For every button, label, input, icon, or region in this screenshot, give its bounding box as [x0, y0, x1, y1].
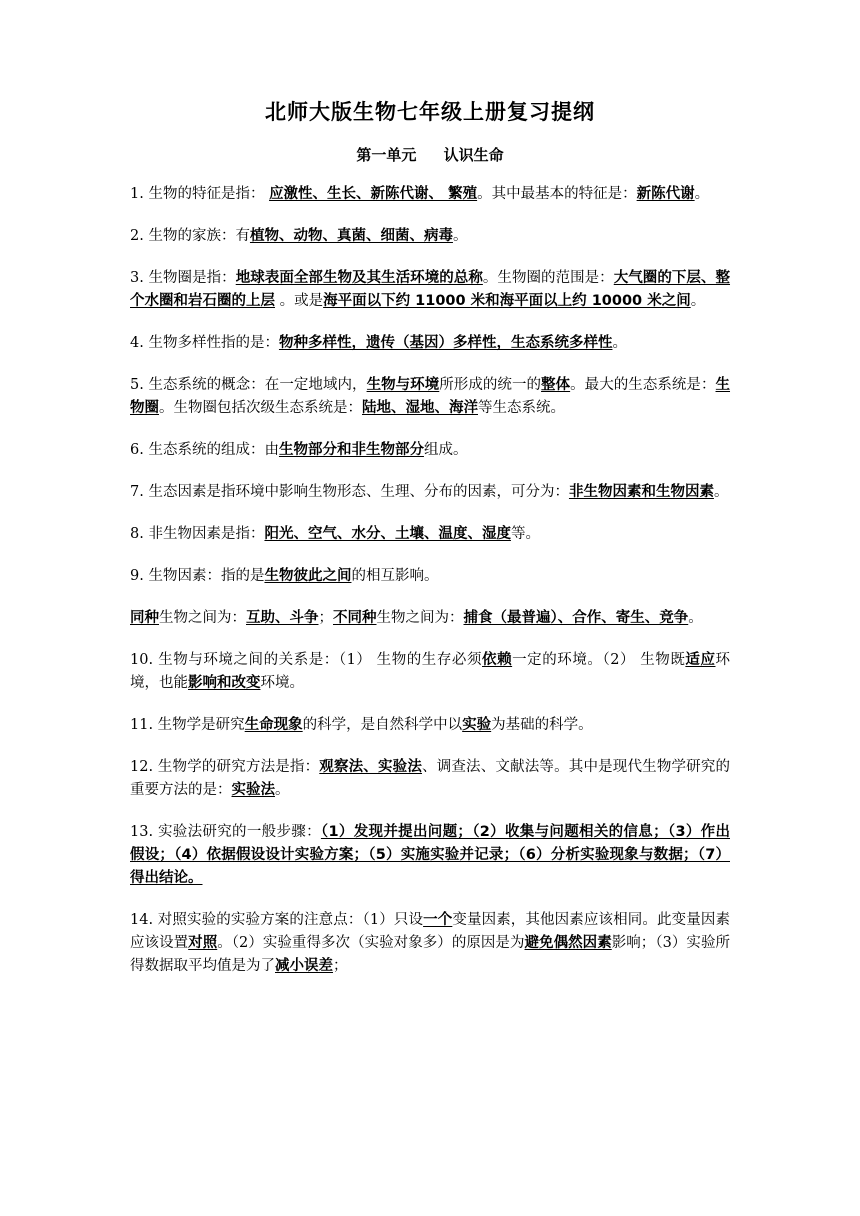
- item-text: 。（2）实验重得多次（实验对象多）的原因是为: [217, 935, 525, 951]
- item-text: 、调查法、文献法等。其中是现代生物学研究的重要方法的是：: [130, 759, 731, 798]
- key-term: 互助、斗争: [246, 610, 319, 626]
- key-term: 应激性、生长、新陈代谢、 繁殖: [269, 186, 478, 202]
- outline-item: [130, 523, 730, 546]
- key-term: 影响和改变: [188, 675, 261, 691]
- key-term: 对照: [188, 935, 218, 951]
- outline-item: [130, 649, 730, 695]
- item-text: ；: [318, 610, 333, 626]
- key-term: （1）发现并提出问题；（2）收集与问题相关的信息；（3）作出假设；（4）依据假设设计实验方案；（5）实施实验并记录；（6）分析实验现象与数据；（7）得出结论。: [130, 824, 730, 886]
- item-text: 的相互影响。: [351, 568, 439, 584]
- item-text: 等。: [510, 526, 540, 542]
- key-term: 一个: [423, 912, 453, 928]
- key-term: 生物部分和非生物部分: [278, 442, 424, 458]
- outline-list: [130, 183, 730, 978]
- key-term: 生物圈: [130, 377, 731, 416]
- key-term: 陆地、湿地、海洋: [362, 400, 478, 416]
- outline-item: [130, 756, 730, 802]
- item-text: 为基础的科学。: [491, 717, 593, 733]
- outline-item: [130, 225, 730, 248]
- key-term: 实验法: [231, 782, 275, 798]
- outline-item: [130, 909, 730, 978]
- outline-item: [130, 714, 730, 737]
- key-term: 新陈代谢: [636, 186, 695, 202]
- key-term: 生物彼此之间: [264, 568, 352, 584]
- item-text: 的科学，是自然科学中以: [302, 717, 463, 733]
- key-term: 大气圈的下层、整个水圈和岩石圈的上层: [130, 270, 731, 309]
- item-text: 环境。: [260, 675, 304, 691]
- outline-item: [130, 439, 730, 462]
- outline-item: [130, 183, 730, 206]
- key-term: 不同种: [333, 610, 377, 626]
- item-text: 1. 生物的特征是指：: [130, 186, 270, 202]
- document-page: [130, 96, 730, 997]
- key-term: 观察法、实验法: [319, 759, 423, 775]
- outline-item: [130, 607, 730, 630]
- key-term: 物种多样性，遗传（基因）多样性，生态系统多样性: [278, 335, 613, 351]
- outline-item: [130, 374, 730, 420]
- item-text: 12. 生物学的研究方法是指：: [130, 759, 320, 775]
- item-text: 所形成的统一的: [439, 377, 542, 393]
- key-term: 整体: [541, 377, 571, 393]
- outline-item: [130, 481, 730, 504]
- item-text: 14. 对照实验的实验方案的注意点：（1）只设: [130, 912, 424, 928]
- key-term: 实验: [462, 717, 492, 733]
- item-text: 。其中最基本的特征是：: [477, 186, 637, 202]
- key-term: 适应: [685, 652, 716, 668]
- item-text: 。最大的生态系统是：: [570, 377, 716, 393]
- item-text: 。或是: [275, 293, 324, 309]
- outline-item: [130, 267, 730, 313]
- key-term: 非生物因素和生物因素: [568, 484, 714, 500]
- item-text: 生物之间为：: [159, 610, 246, 626]
- key-term: 减小误差: [275, 958, 333, 974]
- item-text: 8. 非生物因素是指：: [130, 526, 265, 542]
- unit-heading: 第一单元 认识生命: [356, 146, 504, 164]
- item-text: 10. 生物与环境之间的关系是：（1） 生物的生存必须: [130, 652, 483, 668]
- item-text: 13. 实验法研究的一般步骤：: [130, 824, 321, 840]
- item-text: 3. 生物圈是指：: [130, 270, 236, 286]
- key-term: 地球表面全部生物及其生活环境的总称: [235, 270, 483, 286]
- key-term: 依赖: [482, 652, 513, 668]
- item-text: 6. 生态系统的组成：由: [130, 442, 279, 458]
- item-text: 。: [713, 484, 729, 500]
- item-text: 7. 生态因素是指环境中影响生物形态、生理、分布的因素，可分为：: [130, 484, 569, 500]
- item-text: ；: [333, 958, 348, 974]
- item-text: 2. 生物的家族：有: [130, 228, 250, 244]
- outline-item: [130, 565, 730, 588]
- item-text: 。: [452, 228, 468, 244]
- item-text: 。: [690, 293, 706, 309]
- item-text: 9. 生物因素：指的是: [130, 568, 265, 584]
- item-text: 影响；（3）实验所得数据取平均值是为了: [130, 935, 731, 974]
- item-text: 。: [275, 782, 290, 798]
- item-text: 4. 生物多样性指的是：: [130, 335, 279, 351]
- item-text: 。: [688, 610, 703, 626]
- key-term: 海平面以下约 11000 米和海平面以上约 10000 米之间: [323, 293, 691, 309]
- key-term: 生物与环境: [366, 377, 440, 393]
- key-term: 避免偶然因素: [524, 935, 612, 951]
- key-term: 植物、动物、真菌、细菌、病毒: [249, 228, 453, 244]
- outline-item: [130, 332, 730, 355]
- item-text: 。: [612, 335, 627, 351]
- item-text: 等生态系统。: [478, 400, 565, 416]
- key-term: 捕食（最普遍）、合作、寄生、竞争: [463, 610, 689, 626]
- item-text: 一定的环境。（2） 生物既: [512, 652, 686, 668]
- item-text: 11. 生物学是研究: [130, 717, 245, 733]
- document-title: 北师大版生物七年级上册复习提纲: [265, 100, 595, 124]
- key-term: 阳光、空气、水分、土壤、温度、湿度: [264, 526, 511, 542]
- item-text: 组成。: [423, 442, 468, 458]
- item-text: 5. 生态系统的概念：在一定地域内，: [130, 377, 367, 393]
- item-text: 变量因素，其他因素应该相同。此变量因素应该设置: [130, 912, 731, 951]
- outline-item: [130, 821, 730, 890]
- item-text: 生物之间为：: [376, 610, 464, 626]
- key-term: 生命现象: [244, 717, 303, 733]
- key-term: 同种: [130, 610, 159, 626]
- item-text: 。生物圈的范围是：: [482, 270, 614, 286]
- item-text: 。生物圈包括次级生态系统是：: [159, 400, 362, 416]
- item-text: 环境，也能: [130, 652, 730, 691]
- item-text: 。: [694, 186, 710, 202]
